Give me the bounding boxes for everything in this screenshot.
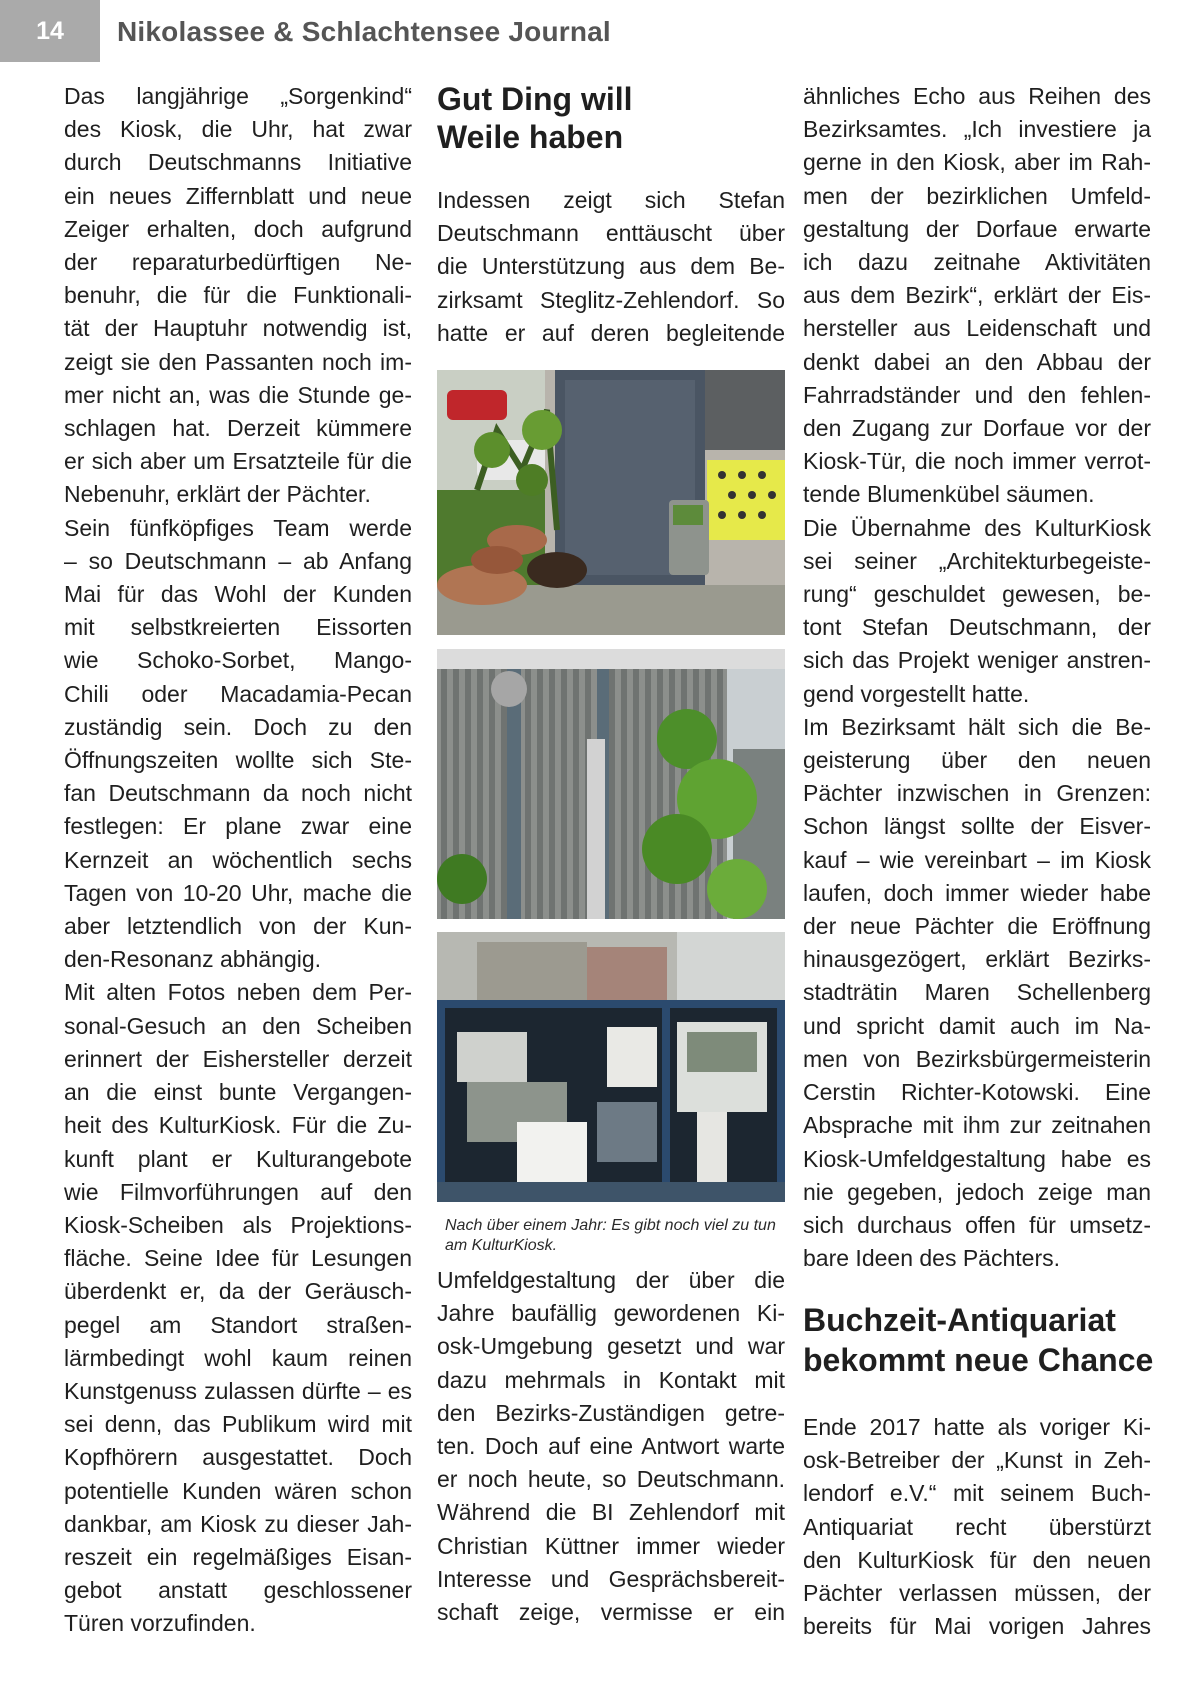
text-line: aus dem Bezirk“, erklärt der Eis- [803,282,1151,309]
text-line: ten. Doch auf eine Antwort warte [437,1433,785,1460]
text-line: und spricht damit auch im Na- [803,1012,1151,1039]
text-line: Ende 2017 hatte als voriger Ki- [803,1414,1151,1440]
text-line: er sich aber um Ersatzteile für die [64,448,412,475]
text-line: hersteller aus Leidenschaft und [803,315,1151,342]
text-line: mit selbstkreierten Eissorten [64,614,412,641]
text-line: Deutschmann enttäuscht über [437,220,785,247]
text-line: den-Resonanz abhängig. [64,946,322,973]
text-line: wie Filmvorführungen auf den [64,1178,412,1205]
photo-kiosk-facade [437,649,785,919]
text-line: bereits für Mai vorigen Jahres [803,1613,1151,1640]
text-line: denkt dabei an den Abbau der [803,348,1151,375]
text-line: schaft zeige, vermisse er ein [437,1599,785,1626]
photo-shop-window-image [437,932,785,1202]
text-line: Christian Küttner immer wieder [437,1532,785,1559]
text-line: Tagen von 10-20 Uhr, mache die [64,879,412,906]
text-line: Umfeldgestaltung der über die [437,1267,785,1293]
text-line: – so Deutschmann – ab Anfang [64,547,412,574]
text-line: Kernzeit an wöchentlich sechs [64,846,412,873]
text-line: tät der Hauptuhr notwendig ist, [64,315,412,342]
text-line: bare Ideen des Pächters. [803,1245,1060,1272]
article-column-2-continued [437,1264,785,1629]
text-line: an die einst bunte Vergangen- [64,1079,412,1106]
text-line: men der bezirklichen Umfeld- [803,182,1151,209]
text-line: Absprache mit ihm zur zeitnahen [803,1112,1151,1139]
text-line: den KulturKiosk für den neuen [803,1546,1151,1573]
text-line: hinausgezögert, erklärt Bezirks- [803,946,1151,973]
text-line: erinnert der Eishersteller derzeit [64,1045,412,1072]
photo-kiosk-door-image [437,370,785,635]
text-line: Pächter verlassen müssen, der [803,1580,1151,1607]
text-line: osk-Betreiber der „Kunst in Zeh- [803,1447,1151,1474]
text-line: zeigt sie den Passanten noch im- [64,348,412,375]
heading-line: bekommt neue Chance [803,1342,1154,1378]
text-line: Cerstin Richter-Kotowski. Eine [803,1079,1151,1106]
text-line: sich durchaus offen für umsetz- [803,1211,1151,1238]
text-line: ein neues Ziffernblatt und neue [64,182,412,209]
text-line: Bezirksamtes. „Ich investiere ja [803,116,1151,143]
text-line: sonal-Gesuch an den Scheiben [64,1012,412,1039]
heading-line: Buchzeit-Antiquariat [803,1302,1116,1338]
text-line: Das langjährige „Sorgenkind“ [64,83,412,109]
text-line: Kunstgenuss zulassen dürfte – es [64,1377,412,1404]
text-line: sich das Projekt weniger anstren- [803,647,1151,674]
text-line: Öffnungszeiten wollte sich Ste- [64,747,412,774]
text-line: lärmbedingt wohl kaum reinen [64,1344,412,1371]
text-line: schlagen hat. Derzeit kümmere [64,415,412,442]
text-line: gerne in den Kiosk, aber im Rah- [803,149,1151,176]
text-line: tende Blumenkübel säumen. [803,481,1095,508]
text-line: die Unterstützung aus dem Be- [437,253,785,280]
page-number: 14 [0,0,100,62]
journal-title: Nikolassee & Schlachtensee Journal [117,16,611,47]
text-line: Fahrradständer und den fehlen- [803,381,1151,408]
article-column-3-continued [803,1411,1151,1643]
text-line: Kopfhörern ausgestattet. Doch [64,1444,412,1471]
text-line: tont Stefan Deutschmann, der [803,614,1151,641]
text-line: den Zugang zur Dorfaue vor der [803,415,1151,442]
text-line: Während die BI Zehlendorf mit [437,1499,785,1526]
text-line: zirksamt Steglitz-Zehlendorf. So [437,286,785,313]
text-line: Indessen zeigt sich Stefan [437,187,785,213]
text-line: potentielle Kunden wären schon [64,1477,412,1504]
text-line: mer nicht an, was die Stunde ge- [64,381,412,408]
text-line: Kiosk-Scheiben als Projektions- [64,1211,412,1238]
text-line: aber letztendlich von der Kun- [64,913,412,940]
text-line: gebot anstatt geschlossener [64,1577,412,1604]
text-line: Türen vorzufinden. [64,1610,256,1637]
text-line: der reparaturbedürftigen Ne- [64,249,412,276]
text-line: Interesse und Gesprächsbereit- [437,1565,785,1592]
text-line: gend vorgestellt hatte. [803,680,1030,707]
text-line: lendorf e.V.“ mit seinem Buch- [803,1480,1151,1507]
text-line: geisterung über den neuen [803,747,1151,774]
text-line: rung“ geschuldet gewesen, be- [803,581,1151,608]
text-line: dazu mehrmals in Kontakt mit [437,1366,785,1393]
text-line: festlegen: Er plane zwar eine [64,813,412,840]
text-line: ich dazu zeitnahe Aktivitäten [803,249,1151,276]
article-column-2 [437,80,785,350]
text-line: reszeit ein regelmäßiges Eisan- [64,1543,412,1570]
text-line: Sein fünfköpfiges Team werde [64,514,412,541]
article-column-3 [803,80,1151,1275]
text-line: Nebenuhr, erklärt der Pächter. [64,481,371,508]
text-line: Antiquariat recht überstürzt [803,1513,1151,1540]
text-line: men von Bezirksbürgermeisterin [803,1045,1151,1072]
text-line: den Bezirks-Zuständigen getre- [437,1399,785,1426]
text-line: nie gegeben, jedoch zeige man [803,1178,1151,1205]
text-line: Schon längst sollte der Eisver- [803,813,1151,840]
text-line: Im Bezirksamt hält sich die Be- [803,713,1151,740]
text-line: sei denn, das Publikum wird mit [64,1411,412,1438]
text-line: stadträtin Maren Schellenberg [803,979,1151,1006]
photo-kiosk-facade-image [437,649,785,919]
text-line: kunft plant er Kulturangebote [64,1145,412,1172]
text-line: Die Übernahme des KulturKiosk [803,514,1151,541]
text-line: dankbar, am Kiosk zu dieser Jah- [64,1510,412,1537]
text-line: Pächter inzwischen in Grenzen: [803,780,1151,807]
text-line: zuständig sein. Doch zu den [64,713,412,740]
text-line: gestaltung der Dorfaue erwarte [803,215,1151,242]
text-line: heit des KulturKiosk. Für die Zu- [64,1112,412,1139]
text-line: Zeiger erhalten, doch aufgrund [64,215,412,242]
text-line: laufen, doch immer wieder habe [803,879,1151,906]
heading-line: Gut Ding will [437,81,633,117]
text-line: Mit alten Fotos neben dem Per- [64,979,412,1006]
text-line: Kiosk-Tür, die noch immer verrot- [803,448,1151,475]
text-line: Chili oder Macadamia-Pecan [64,680,412,707]
text-line: sei seiner „Architekturbegeiste- [803,547,1151,574]
text-line: er noch heute, so Deutschmann. [437,1466,785,1493]
text-line: fan Deutschmann da noch nicht [64,780,412,807]
text-line: osk-Umgebung gesetzt und war [437,1333,785,1360]
text-line: fläche. Seine Idee für Lesungen [64,1245,412,1272]
heading-line: Weile haben [437,119,624,155]
text-line: Jahre baufällig gewordenen Ki- [437,1300,785,1327]
photo-caption: Nach über einem Jahr: Es gibt noch viel zu tun am KulturKiosk. [445,1217,776,1254]
text-line: hatte er auf deren begleitende [437,319,785,346]
text-line: benuhr, die für die Funktionali- [64,282,412,309]
text-line: durch Deutschmanns Initiative [64,149,412,176]
text-line: Kiosk-Umfeldgestaltung habe es [803,1145,1151,1172]
photo-kiosk-door [437,370,785,635]
text-line: Mai für das Wohl der Kunden [64,581,412,608]
text-line: überdenkt er, da der Geräusch- [64,1278,412,1305]
photo-shop-window [437,932,785,1202]
text-line: kauf – wie vereinbart – im Kiosk [803,846,1151,873]
text-line: der neue Pächter die Eröffnung [803,913,1151,940]
text-line: pegel am Standort straßen- [64,1311,412,1338]
section-heading [437,80,785,156]
text-line: des Kiosk, die Uhr, hat zwar [64,116,412,143]
section-heading-buchzeit [803,1300,1163,1380]
text-line: ähnliches Echo aus Reihen des [803,83,1151,109]
article-column-1 [64,80,412,1641]
text-line: wie Schoko-Sorbet, Mango- [64,647,412,674]
